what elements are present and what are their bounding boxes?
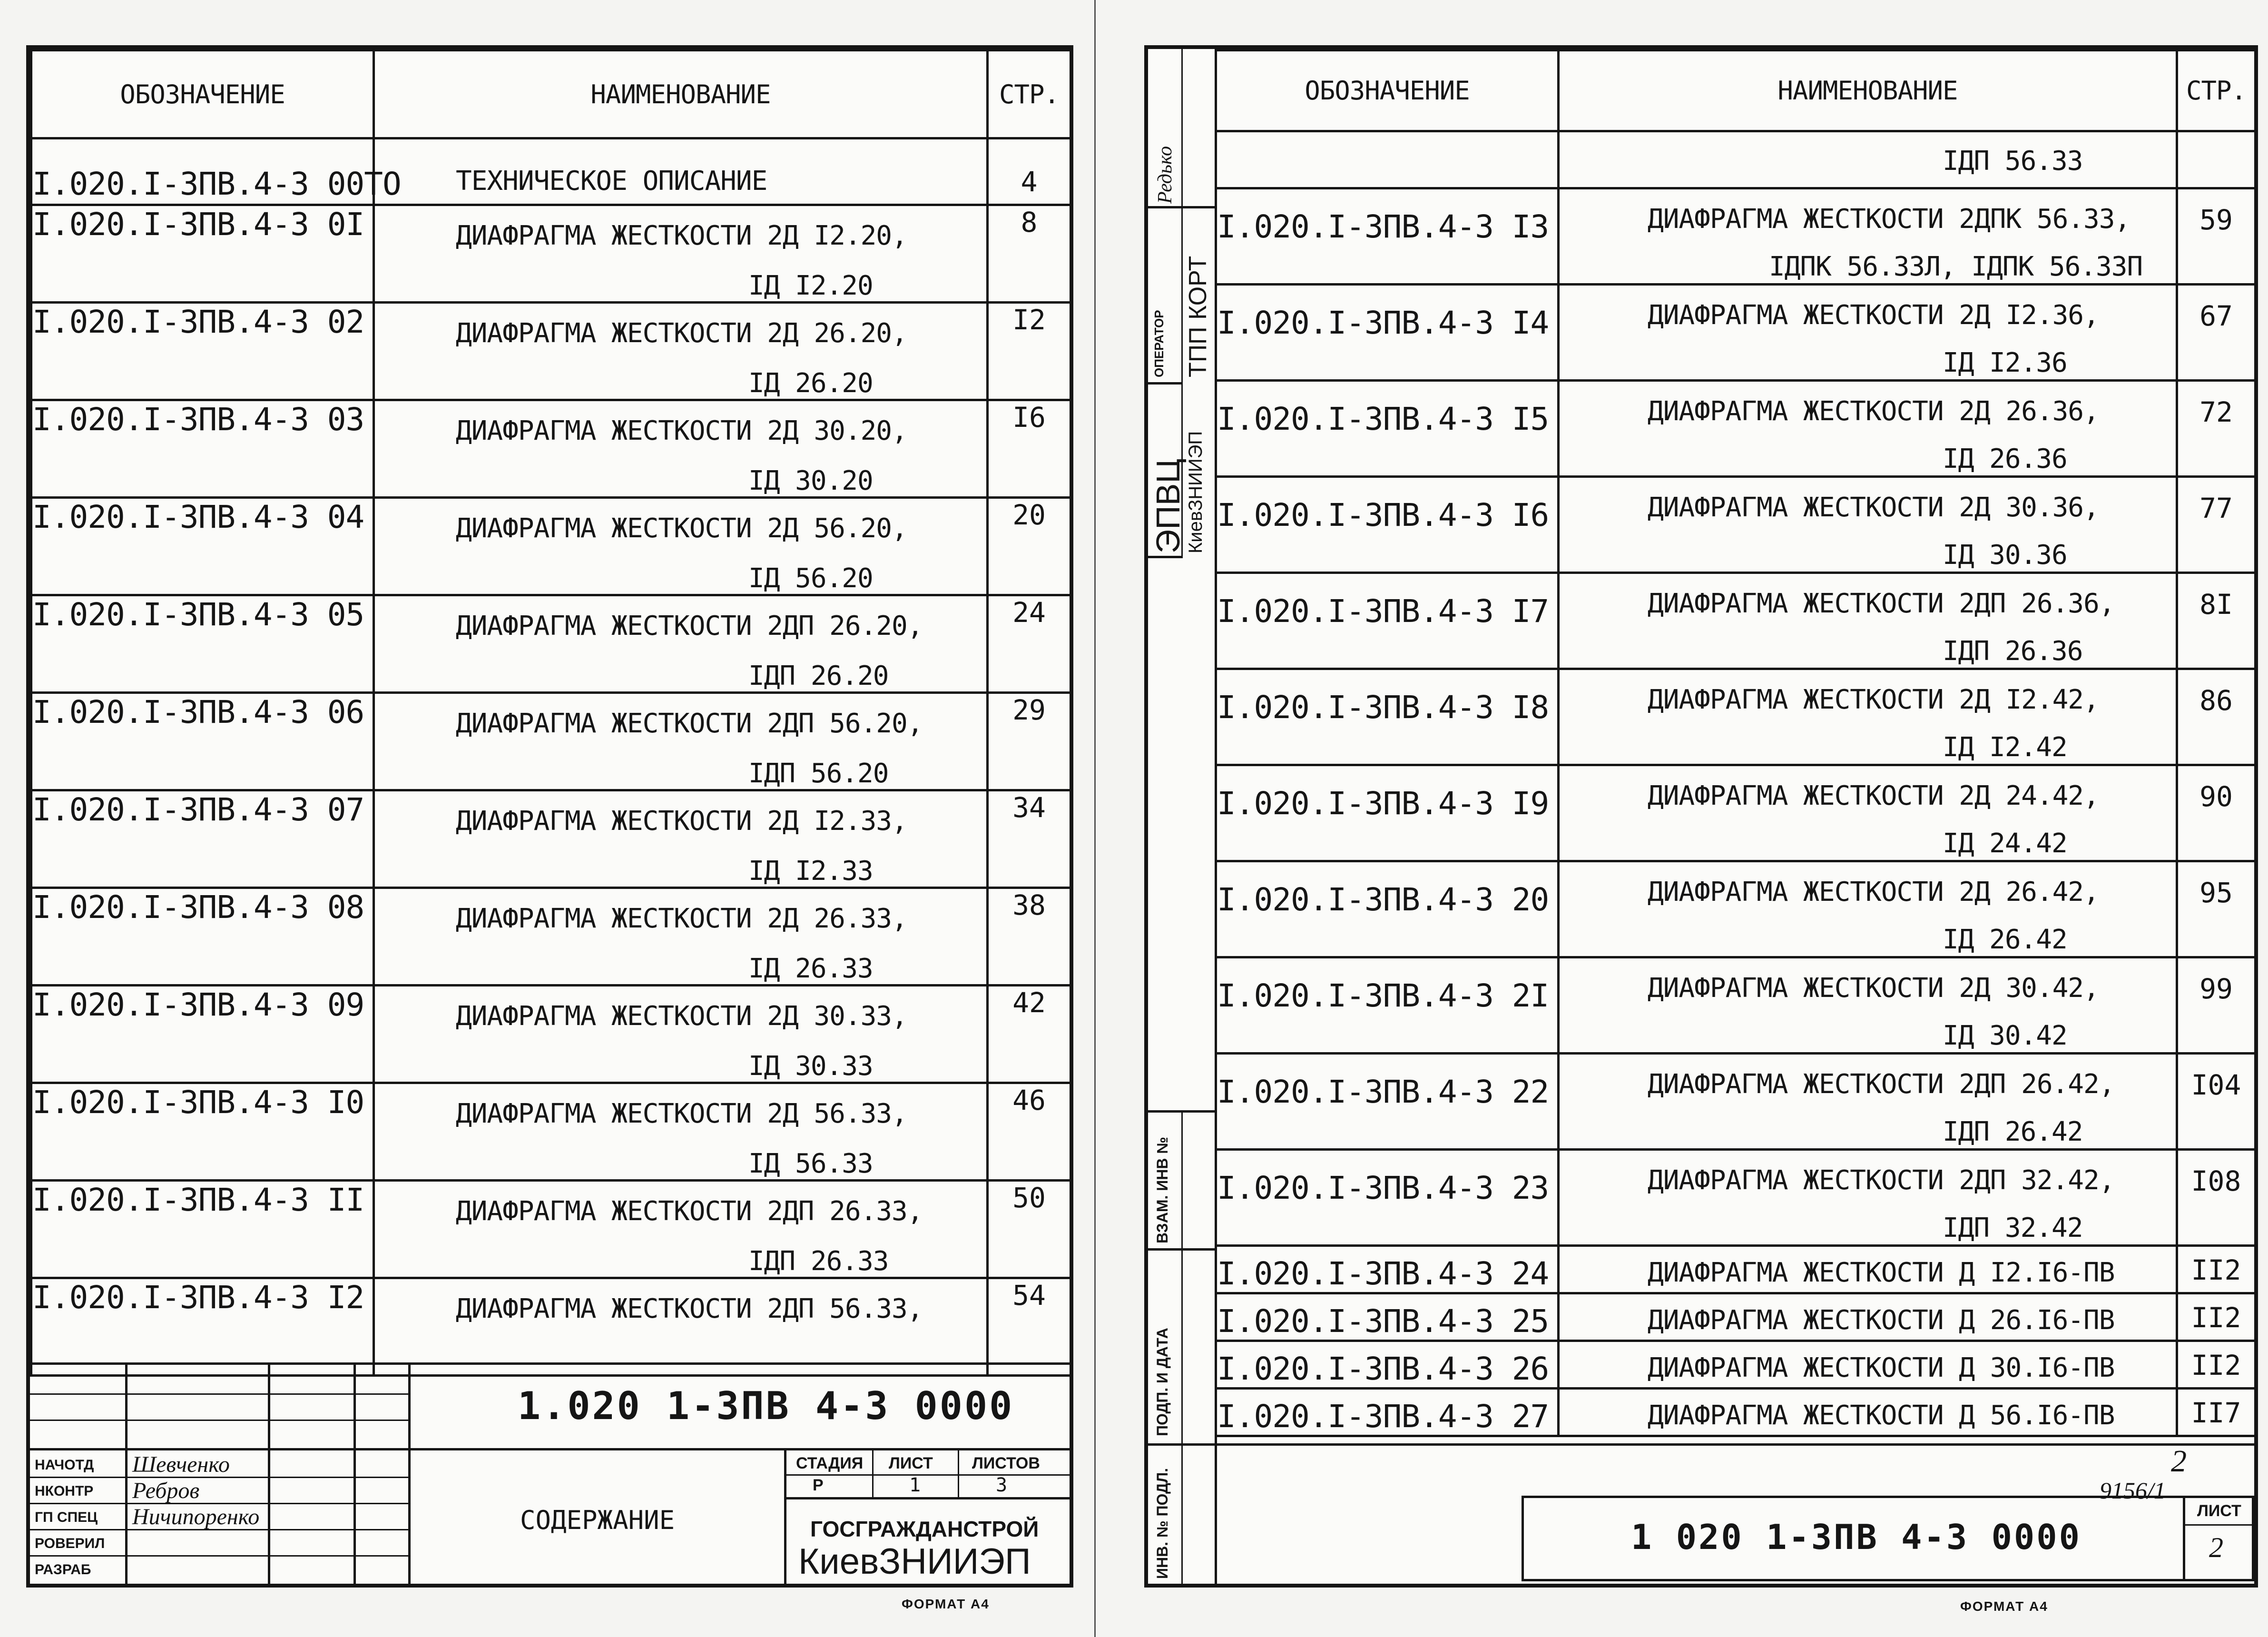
row-code: I.020.I-3ПВ.4-3 22 [1216,1054,1559,1150]
row-page: 99 [2177,957,2256,1054]
row-code: I.020.I-3ПВ.4-3 27 [1216,1389,1559,1436]
table-row [1216,1293,2256,1341]
row-page: I04 [2177,1054,2256,1150]
row-code: I.020.I-3ПВ.4-3 09 [31,986,374,1083]
header-code: ОБОЗНАЧЕНИЕ [31,50,374,138]
stamp-title-cell [408,1450,786,1584]
row-code: I.020.I-3ПВ.4-3 20 [1216,861,1559,957]
stage-label: СТАДИЯ [796,1454,864,1472]
right-stamp-box [1522,1496,2254,1581]
right-contents-table [1215,49,2257,1437]
row-page [2177,131,2256,188]
row-name-line-1: ДИАФРАГМА ЖЕСТКОСТИ 2Д 56.33, [456,1098,907,1129]
right-sheet-value: 2 [2209,1532,2223,1563]
row-name-line-2: IД 30.36 [1943,540,2067,571]
side-label-operator: ОПЕРАТОР [1152,310,1166,377]
row-code: I.020.I-3ПВ.4-3 I5 [1216,381,1559,477]
side-label-podp: ПОДП. И ДАТА [1154,1328,1171,1436]
table-row [31,400,1071,498]
row-code: I.020.I-3ПВ.4-3 02 [31,303,374,400]
row-name-line-1: ДИАФРАГМА ЖЕСТКОСТИ 2ДП 56.33, [456,1293,923,1324]
row-name-line-2: IД 30.20 [748,465,873,496]
row-page: 20 [988,498,1071,595]
left-sheet [26,45,1073,1588]
table-row [31,693,1071,790]
signature-grid [30,1365,408,1586]
row-name-line-2: IД 26.42 [1943,924,2067,955]
row-name [374,138,988,205]
row-page: 38 [988,888,1071,986]
table-row [31,1278,1071,1376]
row-name-line-1: ДИАФРАГМА ЖЕСТКОСТИ 2Д 26.36, [1648,396,2099,427]
row-name [1559,669,2177,765]
row-code: I.020.I-3ПВ.4-3 I6 [1216,477,1559,573]
row-name [374,498,988,595]
row-name-line-1: ДИАФРАГМА ЖЕСТКОСТИ 2Д 30.20, [456,415,907,446]
signer-name: Шевченко [132,1452,230,1477]
table-row [31,1181,1071,1278]
side-label-redko: Редько [1154,146,1176,204]
row-name-line-2: IД 26.33 [748,953,873,984]
row-name [1559,861,2177,957]
side-label-inv: ИНВ. № ПОДЛ. [1154,1468,1171,1579]
stamp-doc-code: 1.020 1-3ПВ 4-3 0000 [518,1384,1014,1428]
row-page: I08 [2177,1150,2256,1246]
row-code: I.020.I-3ПВ.4-3 I4 [1216,285,1559,381]
row-name-line-1: ДИАФРАГМА ЖЕСТКОСТИ 2Д 26.42, [1648,877,2099,907]
table-row [1216,381,2256,477]
table-row [1216,669,2256,765]
side-strip [1148,49,1215,1584]
row-name [1559,381,2177,477]
table-row [31,303,1071,400]
table-row [31,1083,1071,1181]
header-name: НАИМЕНОВАНИЕ [1559,50,2177,131]
sheet-label: ЛИСТ [889,1454,933,1472]
table-row [31,595,1071,693]
row-name-line-2: IД 30.33 [748,1051,873,1082]
row-code: I.020.I-3ПВ.4-3 I7 [1216,573,1559,669]
row-code [1216,131,1559,188]
archive-number: 9156/1 [2100,1477,2166,1504]
row-name-line-1: ДИАФРАГМА ЖЕСТКОСТИ 2Д I2.42, [1648,684,2099,715]
table-row [1216,1341,2256,1389]
row-name [374,595,988,693]
row-page: 95 [2177,861,2256,957]
row-code: I.020.I-3ПВ.4-3 08 [31,888,374,986]
right-sheet-label: ЛИСТ [2197,1502,2241,1520]
row-code: I.020.I-3ПВ.4-3 I9 [1216,765,1559,861]
row-name-line-1: ДИАФРАГМА ЖЕСТКОСТИ 2Д 26.33, [456,903,907,934]
row-name-line-2: IДП 32.42 [1943,1213,2083,1243]
row-code: I.020.I-3ПВ.4-3 23 [1216,1150,1559,1246]
row-page: I6 [988,400,1071,498]
row-name-line-2: IД 26.20 [748,368,873,399]
row-page: 29 [988,693,1071,790]
row-name-line-2: IД I2.36 [1943,347,2067,378]
row-code: I.020.I-3ПВ.4-3 2I [1216,957,1559,1054]
row-name-line-1: ДИАФРАГМА ЖЕСТКОСТИ 2Д 30.42, [1648,973,2099,1004]
row-name-line-2: IДП 26.33 [748,1246,889,1277]
table-row [31,986,1071,1083]
row-page: 4 [988,138,1071,205]
row-page: II2 [2177,1341,2256,1389]
role-label: ГП СПЕЦ [35,1509,98,1525]
header-page: СТР. [2177,50,2256,131]
row-page: 24 [988,595,1071,693]
row-page: 8 [988,205,1071,303]
row-page: II2 [2177,1293,2256,1341]
row-name-line-1: ДИАФРАГМА ЖЕСТКОСТИ 2Д I2.20, [456,220,907,251]
row-name-line-1: ДИАФРАГМА ЖЕСТКОСТИ 2Д 30.33, [456,1001,907,1032]
header-name: НАИМЕНОВАНИЕ [374,50,988,138]
right-title-block [1215,1443,2254,1586]
row-name-line-1: ДИАФРАГМА ЖЕСТКОСТИ 2ДП 26.20, [456,611,923,641]
row-name-line-2: IД 30.42 [1943,1020,2067,1051]
right-corner-sheet: 2 [2171,1444,2187,1479]
row-name [1559,285,2177,381]
row-name [1559,131,2177,188]
row-page: II2 [2177,1246,2256,1293]
row-name-line-2: IДП 26.36 [1943,636,2083,667]
sheets-label: ЛИСТОВ [972,1454,1040,1472]
row-name-line-1: ДИАФРАГМА ЖЕСТКОСТИ 2Д I2.33, [456,806,907,837]
side-label-epvc: ЭПВЦ [1149,458,1187,553]
signer-name: Ничипоренко [132,1504,260,1529]
table-row [1216,1054,2256,1150]
table-row [1216,1389,2256,1436]
stamp-code-cell [408,1365,1070,1450]
row-code: I.020.I-3ПВ.4-3 05 [31,595,374,693]
org-line-1: ГОСГРАЖДАНСТРОЙ [810,1517,1039,1541]
table-row [1216,1246,2256,1293]
row-code: I.020.I-3ПВ.4-3 06 [31,693,374,790]
org-line-2: КиевЗНИИЭП [798,1541,1031,1582]
row-code: I.020.I-3ПВ.4-3 0I [31,205,374,303]
table-row [31,138,1071,205]
table-row [31,888,1071,986]
row-page: 34 [988,790,1071,888]
row-name: ДИАФРАГМА ЖЕСТКОСТИ Д I2.I6-ПВ [1559,1246,2177,1293]
role-label: НАЧОТД [35,1457,94,1473]
row-name [374,986,988,1083]
row-name [374,205,988,303]
page-fold-line [1094,0,1096,1637]
row-page: 86 [2177,669,2256,765]
row-name-line-2: IД 24.42 [1943,828,2067,859]
row-page: 46 [988,1083,1071,1181]
row-code: I.020.I-3ПВ.4-3 I3 [1216,188,1559,285]
row-name-line-1: ДИАФРАГМА ЖЕСТКОСТИ 2ДП 26.42, [1648,1069,2115,1100]
table-row [1216,765,2256,861]
table-row [1216,477,2256,573]
row-page: 59 [2177,188,2256,285]
table-header-row [1216,50,2256,131]
row-name-line-1: ДИАФРАГМА ЖЕСТКОСТИ 2Д 30.36, [1648,492,2099,523]
row-page: 50 [988,1181,1071,1278]
row-page: 8I [2177,573,2256,669]
row-code: I.020.I-3ПВ.4-3 07 [31,790,374,888]
table-row [1216,188,2256,285]
row-name-line-1: ДИАФРАГМА ЖЕСТКОСТИ 2ДП 32.42, [1648,1165,2115,1196]
row-name [1559,1150,2177,1246]
row-name [1559,1054,2177,1150]
row-code: I.020.I-3ПВ.4-3 03 [31,400,374,498]
row-page: 72 [2177,381,2256,477]
row-name [374,400,988,498]
table-row [31,790,1071,888]
stamp-stage-cells [786,1450,1070,1498]
row-name [374,888,988,986]
row-name-line-1: ДИАФРАГМА ЖЕСТКОСТИ 2Д 56.20, [456,513,907,544]
row-name: ДИАФРАГМА ЖЕСТКОСТИ Д 56.I6-ПВ [1559,1389,2177,1436]
row-name-line-2: IДП 26.42 [1943,1116,2083,1147]
sheet-value: 1 [909,1474,921,1496]
row-code: I.020.I-3ПВ.4-3 I8 [1216,669,1559,765]
row-name [1559,957,2177,1054]
left-format-note: ФОРМАТ А4 [902,1597,990,1611]
table-row [1216,573,2256,669]
row-code: I.020.I-3ПВ.4-3 II [31,1181,374,1278]
row-name-line-2: IД 56.33 [748,1148,873,1179]
row-name-line-2: IД I2.20 [748,270,873,301]
table-row [1216,285,2256,381]
row-name-line-2: IД 56.20 [748,563,873,594]
left-contents-table [30,49,1072,1377]
row-name [374,790,988,888]
right-format-note: ФОРМАТ А4 [1960,1599,2048,1614]
row-page: 67 [2177,285,2256,381]
row-name-line-1: ДИАФРАГМА ЖЕСТКОСТИ 2Д 26.20, [456,318,907,349]
row-name [1559,188,2177,285]
row-code: I.020.I-3ПВ.4-3 25 [1216,1293,1559,1341]
row-name [1559,477,2177,573]
row-name-line-2: IДП 26.20 [748,661,889,691]
stage-value: Р [813,1476,824,1494]
sheets-value: 3 [996,1474,1008,1496]
table-row [1216,861,2256,957]
row-page: 90 [2177,765,2256,861]
row-name-line-2: IДП 56.33 [1943,146,2083,177]
table-row [1216,957,2256,1054]
row-page: I2 [988,303,1071,400]
side-label-tpp: ТПП КОРТ [1184,256,1212,377]
row-name: ДИАФРАГМА ЖЕСТКОСТИ Д 26.I6-ПВ [1559,1293,2177,1341]
row-code: I.020.I-3ПВ.4-3 I2 [31,1278,374,1376]
side-label-kiev: КиевЗНИИЭП [1185,431,1206,553]
table-row [1216,1150,2256,1246]
row-page: II7 [2177,1389,2256,1436]
signer-name: Ребров [132,1478,200,1503]
row-code: I.020.I-3ПВ.4-3 00ТО [31,138,374,205]
row-code: I.020.I-3ПВ.4-3 04 [31,498,374,595]
row-name-line-2: IД I2.33 [748,856,873,887]
row-code: I.020.I-3ПВ.4-3 24 [1216,1246,1559,1293]
row-name [1559,765,2177,861]
row-name-line-2: IДП 56.20 [748,758,889,789]
row-name-line-1: ДИАФРАГМА ЖЕСТКОСТИ 2ДП 26.33, [456,1196,923,1227]
stamp-title: СОДЕРЖАНИЕ [520,1505,675,1535]
row-name-line-1: ДИАФРАГМА ЖЕСТКОСТИ 2ДП 56.20, [456,708,923,739]
row-name [374,1181,988,1278]
row-name [374,303,988,400]
row-name-line-2: IД I2.42 [1943,732,2067,763]
row-name [1559,573,2177,669]
row-page: 54 [988,1278,1071,1376]
left-title-block [30,1362,1070,1584]
row-code: I.020.I-3ПВ.4-3 26 [1216,1341,1559,1389]
row-name [374,1083,988,1181]
table-row [1216,131,2256,188]
row-name-line-1: ДИАФРАГМА ЖЕСТКОСТИ 2ДП 26.36, [1648,588,2115,619]
row-page: 42 [988,986,1071,1083]
row-code: I.020.I-3ПВ.4-3 I0 [31,1083,374,1181]
role-label: РАЗРАБ [35,1562,91,1578]
row-name-line-2: IДПК 56.33Л, IДПК 56.33П [1769,251,2143,282]
table-header-row [31,50,1071,138]
role-label: РОВЕРИЛ [35,1536,105,1551]
side-label-vzam: ВЗАМ. ИНВ № [1154,1136,1171,1243]
row-name: ДИАФРАГМА ЖЕСТКОСТИ Д 30.I6-ПВ [1559,1341,2177,1389]
row-name-line-1: ДИАФРАГМА ЖЕСТКОСТИ 2Д 24.42, [1648,780,2099,811]
header-page: СТР. [988,50,1071,138]
table-row [31,205,1071,303]
role-label: НКОНТР [35,1483,94,1499]
row-name [374,693,988,790]
row-name-line-2: IД 26.36 [1943,444,2067,474]
row-name-line-1: ДИАФРАГМА ЖЕСТКОСТИ 2ДПК 56.33, [1648,204,2131,235]
row-name-line-1: ДИАФРАГМА ЖЕСТКОСТИ 2Д I2.36, [1648,300,2099,331]
table-row [31,498,1071,595]
header-code: ОБОЗНАЧЕНИЕ [1216,50,1559,131]
right-sheet [1144,45,2258,1588]
row-name [374,1278,988,1376]
row-name-line-1: ТЕХНИЧЕСКОЕ ОПИСАНИЕ [456,166,767,197]
row-page: 77 [2177,477,2256,573]
right-doc-code: 1 020 1-3ПВ 4-3 0000 [1631,1517,2081,1557]
